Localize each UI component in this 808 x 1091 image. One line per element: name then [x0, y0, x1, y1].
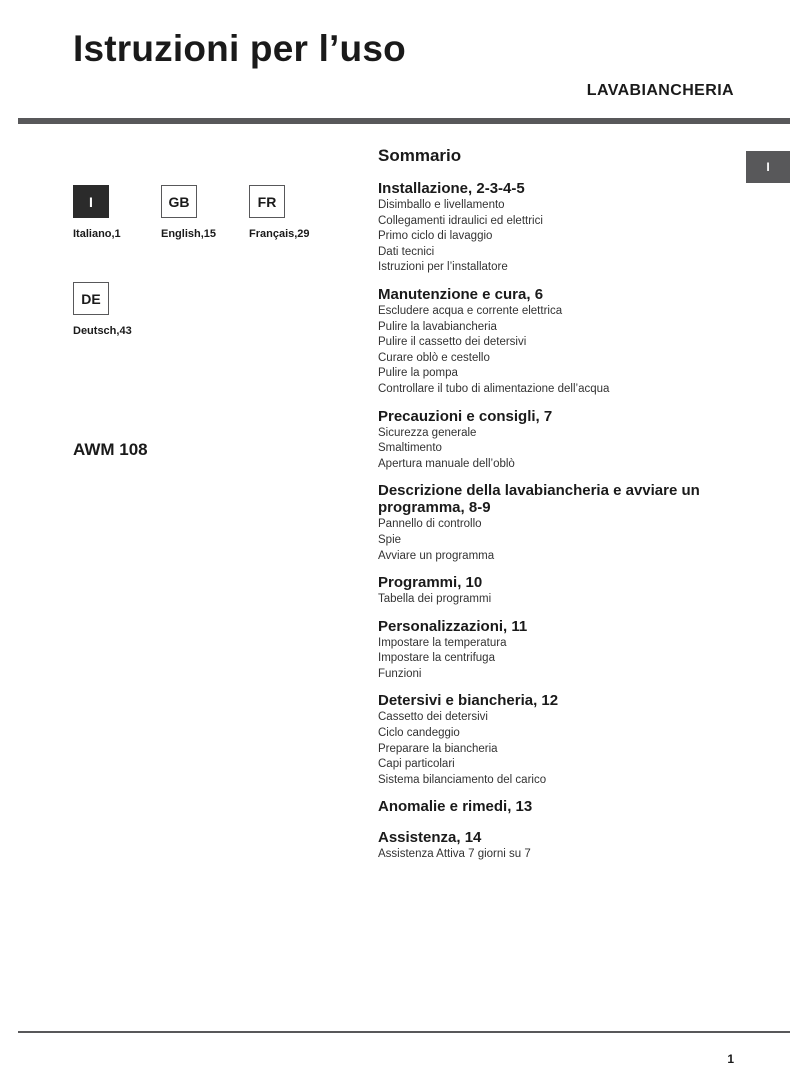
toc-section — [378, 618, 738, 683]
toc-item[interactable]: Cassetto dei detersivi — [378, 711, 488, 724]
toc-item-list — [378, 710, 738, 788]
toc-section — [378, 574, 738, 608]
toc-item-list — [378, 636, 738, 683]
toc-item[interactable]: Sicurezza generale — [378, 426, 477, 439]
toc-item[interactable]: Dati tecnici — [378, 245, 435, 258]
toc-item[interactable]: Escludere acqua e corrente elettrica — [378, 304, 563, 317]
footer-divider — [18, 1031, 790, 1033]
toc-item[interactable]: Pulire la lavabiancheria — [378, 320, 497, 333]
toc-item[interactable]: Pulire il cassetto dei detersivi — [378, 336, 527, 349]
toc-section — [378, 408, 738, 473]
toc-item-list — [378, 198, 738, 276]
language-label: English,15 — [161, 228, 217, 240]
toc-item[interactable]: Apertura manuale dell’oblò — [378, 457, 515, 470]
toc-section — [378, 798, 738, 815]
toc-item[interactable]: Pannello di controllo — [378, 518, 482, 531]
language-french[interactable] — [249, 185, 359, 240]
toc-section-title[interactable]: Anomalie e rimedi, 13 — [378, 798, 533, 816]
toc-section — [378, 482, 738, 564]
toc-item[interactable]: Controllare il tubo di alimentazione dell’acqua — [378, 382, 610, 395]
language-tab-italian[interactable]: I — [746, 151, 790, 183]
toc-item-list — [378, 592, 738, 608]
language-code-box: I — [73, 185, 109, 218]
toc-item[interactable]: Capi particolari — [378, 758, 455, 771]
toc-item-list — [378, 304, 738, 398]
product-type: LAVABIANCHERIA — [586, 82, 734, 99]
language-code-box: DE — [73, 282, 109, 315]
model-number: AWM 108 — [73, 440, 148, 459]
toc-section — [378, 692, 738, 788]
toc-item-list — [378, 426, 738, 473]
toc-item-list — [378, 847, 738, 863]
toc-section-title[interactable]: Precauzioni e consigli, 7 — [378, 407, 553, 425]
toc-section — [378, 180, 738, 276]
toc-section — [378, 829, 738, 863]
toc-item[interactable]: Pulire la pompa — [378, 367, 458, 380]
toc-item[interactable]: Impostare la centrifuga — [378, 652, 495, 665]
toc-item[interactable]: Assistenza Attiva 7 giorni su 7 — [378, 848, 531, 861]
toc-section-title[interactable]: Assistenza, 14 — [378, 829, 482, 847]
language-code-box: GB — [161, 185, 197, 218]
toc-item[interactable]: Spie — [378, 533, 402, 546]
header-divider — [18, 118, 790, 124]
toc-section-title[interactable]: Manutenzione e cura, 6 — [378, 285, 544, 303]
toc-item[interactable]: Sistema bilanciamento del carico — [378, 773, 547, 786]
toc-item[interactable]: Avviare un programma — [378, 549, 495, 562]
language-code-box: FR — [249, 185, 285, 218]
toc-section-title[interactable]: Installazione, 2-3-4-5 — [378, 180, 525, 197]
toc-item[interactable]: Collegamenti idraulici ed elettrici — [378, 214, 543, 227]
toc-section — [378, 286, 738, 398]
language-label: Français,29 — [249, 228, 310, 240]
table-of-contents — [378, 146, 738, 873]
page-title: Istruzioni per l’uso — [73, 28, 406, 69]
toc-item-list — [378, 517, 738, 564]
toc-item[interactable]: Impostare la temperatura — [378, 636, 507, 649]
toc-item[interactable]: Smaltimento — [378, 442, 442, 455]
toc-item[interactable]: Preparare la biancheria — [378, 742, 498, 755]
toc-section-title[interactable]: Personalizzazioni, 11 — [378, 617, 528, 635]
page-number: 1 — [727, 1052, 734, 1066]
language-label: Italiano,1 — [73, 228, 121, 240]
toc-item[interactable]: Funzioni — [378, 667, 422, 680]
toc-item[interactable]: Primo ciclo di lavaggio — [378, 230, 493, 243]
language-german[interactable] — [73, 282, 183, 337]
toc-sections — [378, 180, 738, 863]
toc-item[interactable]: Ciclo candeggio — [378, 727, 460, 740]
toc-section-title[interactable]: Programmi, 10 — [378, 574, 483, 592]
toc-heading: Sommario — [378, 146, 462, 165]
toc-item[interactable]: Tabella dei programmi — [378, 593, 492, 606]
toc-section-title[interactable]: Descrizione della lavabiancheria e avviare un programma, 8-9 — [378, 482, 700, 517]
toc-item[interactable]: Disimballo e livellamento — [378, 199, 505, 211]
toc-item[interactable]: Istruzioni per l’installatore — [378, 261, 508, 274]
toc-item[interactable]: Curare oblò e cestello — [378, 351, 490, 364]
toc-section-title[interactable]: Detersivi e biancheria, 12 — [378, 692, 559, 710]
language-label: Deutsch,43 — [73, 325, 132, 337]
